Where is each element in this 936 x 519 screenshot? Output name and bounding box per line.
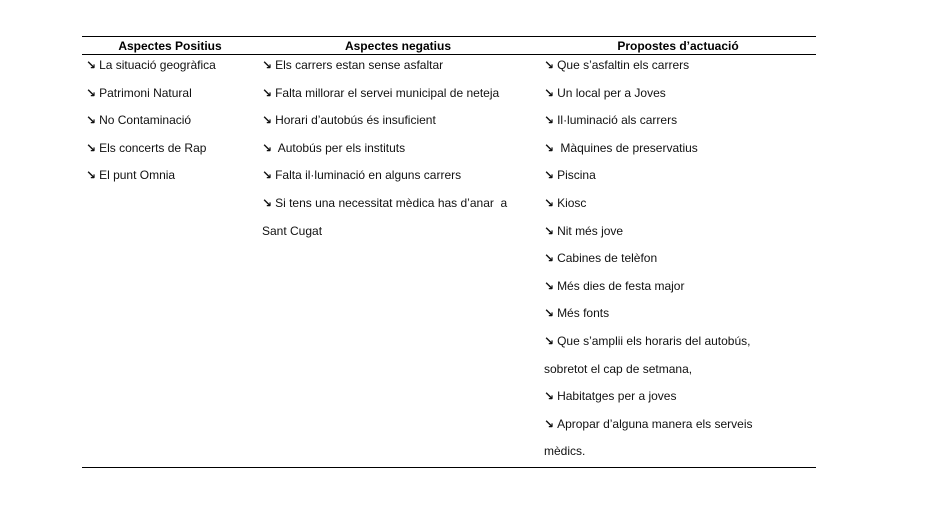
list-item-text: Sant Cugat [262, 224, 323, 238]
list-item [262, 195, 507, 211]
bullet-arrow-icon: ↘ [262, 141, 273, 155]
header-positive-aspects: Aspectes Positius [118, 39, 222, 53]
list-item [544, 85, 666, 101]
list-item [262, 167, 461, 183]
list-item-text: Cabines de telèfon [557, 251, 658, 265]
list-item [86, 57, 216, 73]
bullet-arrow-icon: ↘ [544, 168, 555, 182]
bullet-arrow-icon: ↘ [86, 86, 97, 100]
list-item [544, 250, 657, 266]
list-item-text: Que s’amplii els horaris del autobús, [557, 334, 751, 348]
list-item-text: Nit més jove [557, 224, 624, 238]
list-item [86, 140, 206, 156]
list-item-text: Patrimoni Natural [99, 86, 192, 100]
list-item [544, 223, 623, 239]
list-item-text: No Contaminació [99, 113, 192, 127]
list-item [544, 140, 698, 156]
list-item [86, 112, 191, 128]
list-item-text: Horari d’autobús és insuficient [275, 113, 436, 127]
list-item [544, 443, 585, 459]
list-item-text: Falta millorar el servei municipal de neteja [275, 86, 500, 100]
bullet-arrow-icon: ↘ [544, 113, 555, 127]
list-item [262, 223, 322, 239]
header-proposals: Propostes d’actuació [617, 39, 739, 53]
bullet-arrow-icon: ↘ [262, 168, 273, 182]
list-item-text: Kiosc [557, 196, 587, 210]
list-item-text: Més fonts [557, 306, 610, 320]
list-item-text: Que s’asfaltin els carrers [557, 58, 690, 72]
bullet-arrow-icon: ↘ [544, 141, 555, 155]
bullet-arrow-icon: ↘ [262, 113, 273, 127]
bullet-arrow-icon: ↘ [544, 417, 555, 431]
list-item [262, 112, 436, 128]
list-item-text: El punt Omnia [99, 168, 176, 182]
list-item-text: Els concerts de Rap [99, 141, 207, 155]
bullet-arrow-icon: ↘ [86, 113, 97, 127]
list-item [544, 333, 751, 349]
list-item [544, 305, 609, 321]
list-item-text: Habitatges per a joves [557, 389, 677, 403]
list-item [544, 57, 689, 73]
list-item-text: Piscina [557, 168, 596, 182]
bullet-arrow-icon: ↘ [262, 196, 273, 210]
list-item [86, 167, 175, 183]
list-item [544, 361, 692, 377]
bullet-arrow-icon: ↘ [86, 58, 97, 72]
bullet-arrow-icon: ↘ [544, 334, 555, 348]
list-item-text: Un local per a Joves [557, 86, 666, 100]
list-item-text: Il·luminació als carrers [557, 113, 678, 127]
bullet-arrow-icon: ↘ [544, 86, 555, 100]
list-item [544, 416, 753, 432]
list-item [262, 57, 443, 73]
bullet-arrow-icon: ↘ [544, 306, 555, 320]
list-item-text: Els carrers estan sense asfaltar [275, 58, 444, 72]
header-negative-aspects: Aspectes negatius [344, 39, 452, 53]
list-item [544, 112, 677, 128]
list-item [262, 140, 405, 156]
list-item [544, 388, 676, 404]
list-item [86, 85, 192, 101]
list-item [544, 195, 586, 211]
bullet-arrow-icon: ↘ [544, 251, 555, 265]
list-item-text: Més dies de festa major [557, 279, 685, 293]
list-item [544, 167, 596, 183]
list-item-text: mèdics. [544, 444, 586, 458]
bullet-arrow-icon: ↘ [86, 168, 97, 182]
list-item-text: La situació geogràfica [99, 58, 216, 72]
bullet-arrow-icon: ↘ [262, 86, 273, 100]
list-item-text: Si tens una necessitat mèdica has d’anar a [275, 196, 508, 210]
list-item [544, 278, 684, 294]
bullet-arrow-icon: ↘ [544, 196, 555, 210]
list-item-text: Falta il·luminació en alguns carrers [275, 168, 462, 182]
bullet-arrow-icon: ↘ [544, 224, 555, 238]
bullet-arrow-icon: ↘ [262, 58, 273, 72]
list-item [262, 85, 499, 101]
list-item-text: Autobús per els instituts [275, 141, 406, 155]
comparison-table [82, 36, 816, 468]
table-header-row [82, 37, 816, 55]
bullet-arrow-icon: ↘ [544, 279, 555, 293]
list-item-text: Màquines de preservatius [557, 141, 698, 155]
list-item-text: Apropar d’alguna manera els serveis [557, 417, 753, 431]
bullet-arrow-icon: ↘ [544, 389, 555, 403]
list-item-text: sobretot el cap de setmana, [544, 362, 693, 376]
bullet-arrow-icon: ↘ [86, 141, 97, 155]
bullet-arrow-icon: ↘ [544, 58, 555, 72]
